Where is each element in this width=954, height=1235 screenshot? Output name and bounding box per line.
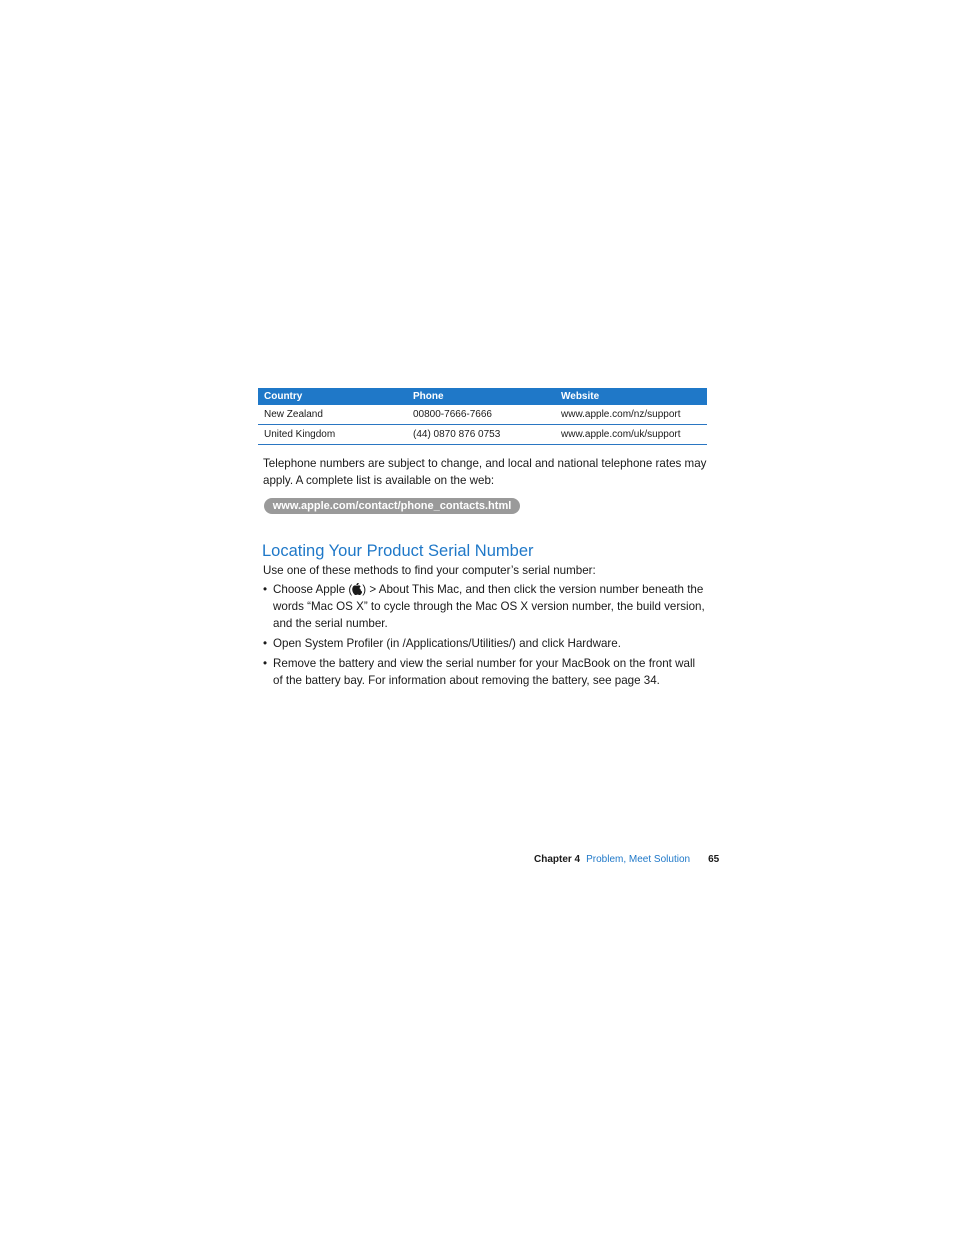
support-table xyxy=(258,388,707,445)
bullet2-text: Open System Profiler (in /Applications/Utilities/) and click Hardware. xyxy=(273,637,621,650)
cell-country: New Zealand xyxy=(264,409,323,420)
footer-page-number: 65 xyxy=(708,854,720,865)
footer-chapter-title: Problem, Meet Solution xyxy=(586,854,691,865)
apple-logo-icon xyxy=(352,583,362,595)
cell-website: www.apple.com/nz/support xyxy=(561,409,681,420)
list-item xyxy=(263,635,713,652)
cell-phone: (44) 0870 876 0753 xyxy=(413,429,501,440)
rates-notice-line2: apply. A complete list is available on the web: xyxy=(263,474,495,487)
bullet-marker: • xyxy=(263,657,268,670)
bullet1-text-rest: ) > About This Mac, and then click the version number beneath the xyxy=(362,583,704,596)
list-item xyxy=(263,581,713,632)
bullet-marker: • xyxy=(263,637,268,650)
bullet-marker: • xyxy=(263,583,268,596)
header-phone: Phone xyxy=(413,391,444,402)
cell-country: United Kingdom xyxy=(264,429,336,440)
header-website: Website xyxy=(561,391,600,402)
table-header-row xyxy=(258,388,707,405)
section-title: Locating Your Product Serial Number xyxy=(262,542,534,560)
cell-phone: 00800-7666-7666 xyxy=(413,409,492,420)
rates-notice-line1: Telephone numbers are subject to change, and local and national telephone rates may xyxy=(263,457,707,470)
phone-contacts-link[interactable]: www.apple.com/contact/phone_contacts.html xyxy=(264,498,520,514)
header-country: Country xyxy=(264,391,303,402)
bullet3-line2: of the battery bay. For information about removing the battery, see page 34. xyxy=(273,674,660,687)
section-intro: Use one of these methods to find your computer’s serial number: xyxy=(263,564,596,577)
bullet1-text-start: Choose Apple ( xyxy=(273,583,353,596)
page-footer xyxy=(534,853,719,867)
method-list xyxy=(263,581,713,692)
cell-website: www.apple.com/uk/support xyxy=(561,429,681,440)
table-row xyxy=(258,425,707,445)
table-row xyxy=(258,405,707,425)
bullet1-line3: and the serial number. xyxy=(273,617,388,630)
bullet3-line1: Remove the battery and view the serial number for your MacBook on the front wall xyxy=(273,657,696,670)
footer-chapter: Chapter 4 xyxy=(534,854,581,865)
list-item xyxy=(263,655,713,689)
bullet1-line2: words “Mac OS X” to cycle through the Mac OS X version number, the build version, xyxy=(273,600,705,613)
rates-notice xyxy=(263,455,713,489)
